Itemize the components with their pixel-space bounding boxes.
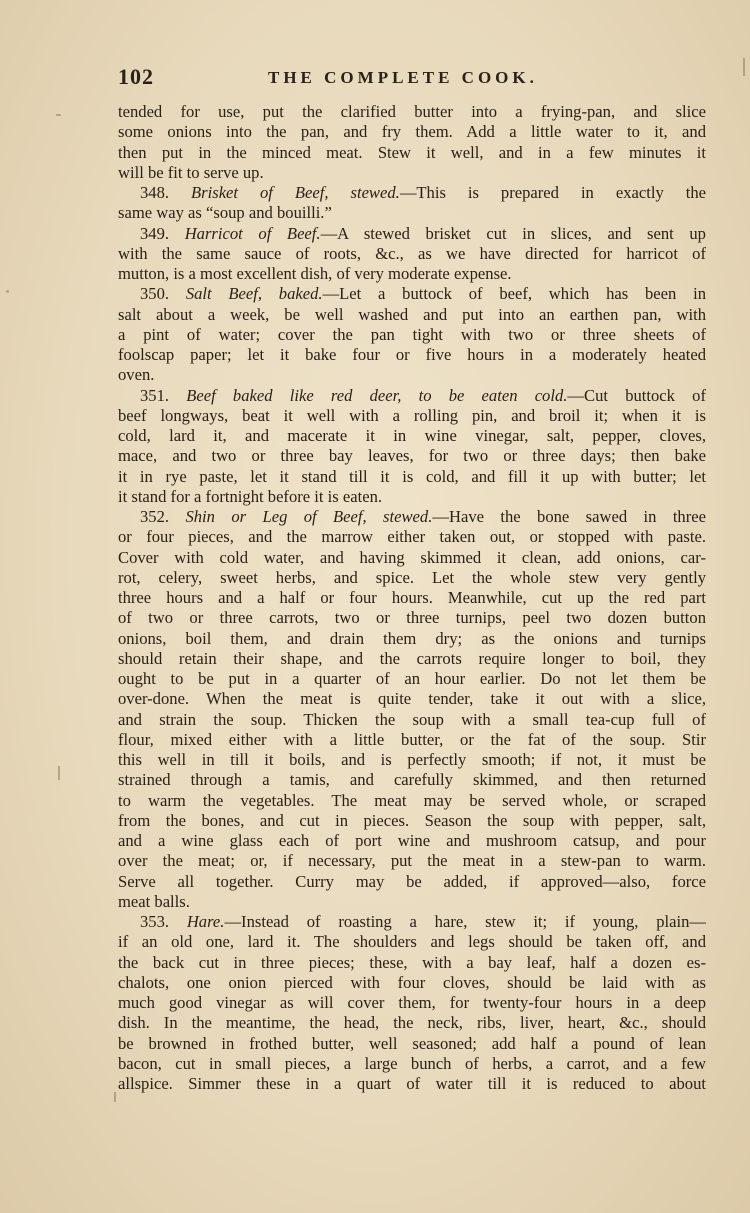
text-line: if an old one, lard it. The shoulders and legs should be taken off, and <box>118 932 706 952</box>
text-line: over-done. When the meat is quite tender, take it out with a slice, <box>118 689 706 709</box>
text-line: and a wine glass each of port wine and mushroom catsup, and pour <box>118 831 706 850</box>
text-line: Cover with cold water, and having skimmed it clean, add onions, car- <box>118 547 706 567</box>
text-run: —Instead of roasting a hare, stew it; if young, plain— <box>224 912 706 931</box>
text-line: mace, and two or three bay leaves, for two or three days; then bake <box>118 446 706 466</box>
text-line: the back cut in three pieces; these, with a bay leaf, half a dozen es- <box>118 952 706 972</box>
text-line: flour, mixed either with a little butter, or the fat of the soup. Stir <box>118 729 706 749</box>
body-text <box>118 102 706 1094</box>
text-line: strained through a tamis, and carefully skimmed, and then returned <box>118 770 706 790</box>
page-header <box>118 64 708 94</box>
text-line: it in rye paste, let it stand till it is cold, and fill it up with butter; let <box>118 466 706 486</box>
text-line: some onions into the pan, and fry them. Add a little water to it, and <box>118 122 706 142</box>
recipe-351-heading-line <box>118 386 706 406</box>
recipe-title: Hare. <box>186 912 225 931</box>
paper-speck <box>6 290 9 293</box>
recipe-number: 351. <box>140 385 170 405</box>
text-line: it stand for a fortnight before it is eaten. <box>118 486 383 506</box>
paper-speck <box>743 58 745 76</box>
recipe-title: Shin or Leg of Beef, stewed. <box>185 507 433 526</box>
text-line: with the same sauce of roots, &c., as we have directed for harricot of <box>118 243 706 263</box>
recipe-349-heading-line <box>118 224 706 244</box>
page-number: 102 <box>118 64 154 89</box>
paper-speck <box>114 1092 116 1102</box>
text-line: from the bones, and cut in pieces. Season the soup with pepper, salt, <box>118 810 706 830</box>
paper-speck <box>58 766 60 780</box>
text-line: or four pieces, and the marrow either taken out, or stopped with paste. <box>118 527 706 547</box>
text-line: allspice. Simmer these in a quart of water till it is reduced to about <box>118 1074 706 1093</box>
recipe-350-heading-line <box>118 284 706 304</box>
text-line: salt about a week, be well washed and put into an earthen pan, with <box>118 304 706 324</box>
recipe-352-heading-line <box>118 507 706 527</box>
recipe-number: 350. <box>140 284 170 304</box>
text-line: be browned in frothed butter, well seasoned; add half a pound of lean <box>118 1033 706 1053</box>
text-line: a pint of water; cover the pan tight with two or three sheets of <box>118 324 706 344</box>
text-run: —Cut buttock of <box>567 385 706 405</box>
running-title: THE COMPLETE COOK. <box>268 68 538 87</box>
text-line: over the meat; or, if necessary, put the meat in a stew-pan to warm. <box>118 851 706 871</box>
recipe-348-heading-line <box>118 183 706 203</box>
text-line: rot, celery, sweet herbs, and spice. Let the whole stew very gently <box>118 567 706 587</box>
text-line: dish. In the meantime, the head, the neck, ribs, liver, heart, &c., should <box>118 1013 706 1033</box>
text-run: —Have the bone sawed in three <box>432 507 706 526</box>
text-line: Serve all together. Curry may be added, if approved—also, force <box>118 871 706 891</box>
recipe-number: 349. <box>140 223 170 243</box>
text-line: foolscap paper; let it bake four or five hours in a moderately heated <box>118 345 706 364</box>
recipe-title: Brisket of Beef, stewed. <box>191 183 400 202</box>
paper-speck <box>56 114 61 116</box>
text-run: —This is prepared in exactly the <box>399 183 706 202</box>
text-line: will be fit to serve up. <box>118 162 264 182</box>
text-line: much good vinegar as will cover them, for twenty-four hours in a deep <box>118 993 706 1012</box>
recipe-title: Beef baked like red deer, to be eaten cold. <box>186 385 568 405</box>
text-line: of two or three carrots, two or three turnips, peel two dozen button <box>118 608 706 628</box>
text-line: to warm the vegetables. The meat may be served whole, or scraped <box>118 790 706 810</box>
text-line: beef longways, beat it well with a rolling pin, and broil it; when it is <box>118 405 706 425</box>
text-line: meat balls. <box>118 891 190 911</box>
recipe-number: 352. <box>140 507 170 526</box>
text-line: then put in the minced meat. Stew it well, and in a few minutes it <box>118 142 706 162</box>
text-line: bacon, cut in small pieces, a large bunch of herbs, a carrot, and a few <box>118 1053 706 1073</box>
text-line: should retain their shape, and the carrots require longer to boil, they <box>118 648 706 668</box>
text-line: cold, lard it, and macerate it in wine vinegar, salt, pepper, cloves, <box>118 426 706 445</box>
text-run: —Let a buttock of beef, which has been in <box>322 284 706 304</box>
text-line: mutton, is a most excellent dish, of very moderate expense. <box>118 264 512 283</box>
text-line: tended for use, put the clarified butter into a frying-pan, and slice <box>118 102 706 121</box>
recipe-number: 348. <box>140 183 170 202</box>
text-line: three hours and a half or four hours. Meanwhile, cut up the red part <box>118 588 706 607</box>
recipe-title: Harricot of Beef. <box>184 223 321 243</box>
text-line: and strain the soup. Thicken the soup with a small tea-cup full of <box>118 709 706 729</box>
text-line: this well in till it boils, and is perfectly smooth; if not, it must be <box>118 750 706 769</box>
text-line: chalots, one onion pierced with four cloves, should be laid with as <box>118 972 706 992</box>
text-run: —A stewed brisket cut in slices, and sent up <box>320 223 706 243</box>
text-line: same way as “soup and bouilli.” <box>118 203 332 223</box>
recipe-number: 353. <box>140 912 170 931</box>
text-line: onions, boil them, and drain them dry; as the onions and turnips <box>118 628 706 648</box>
text-line: oven. <box>118 365 155 385</box>
text-line: ought to be put in a quarter of an hour earlier. Do not let them be <box>118 669 706 688</box>
recipe-353-heading-line <box>118 912 706 932</box>
recipe-title: Salt Beef, baked. <box>185 284 323 304</box>
